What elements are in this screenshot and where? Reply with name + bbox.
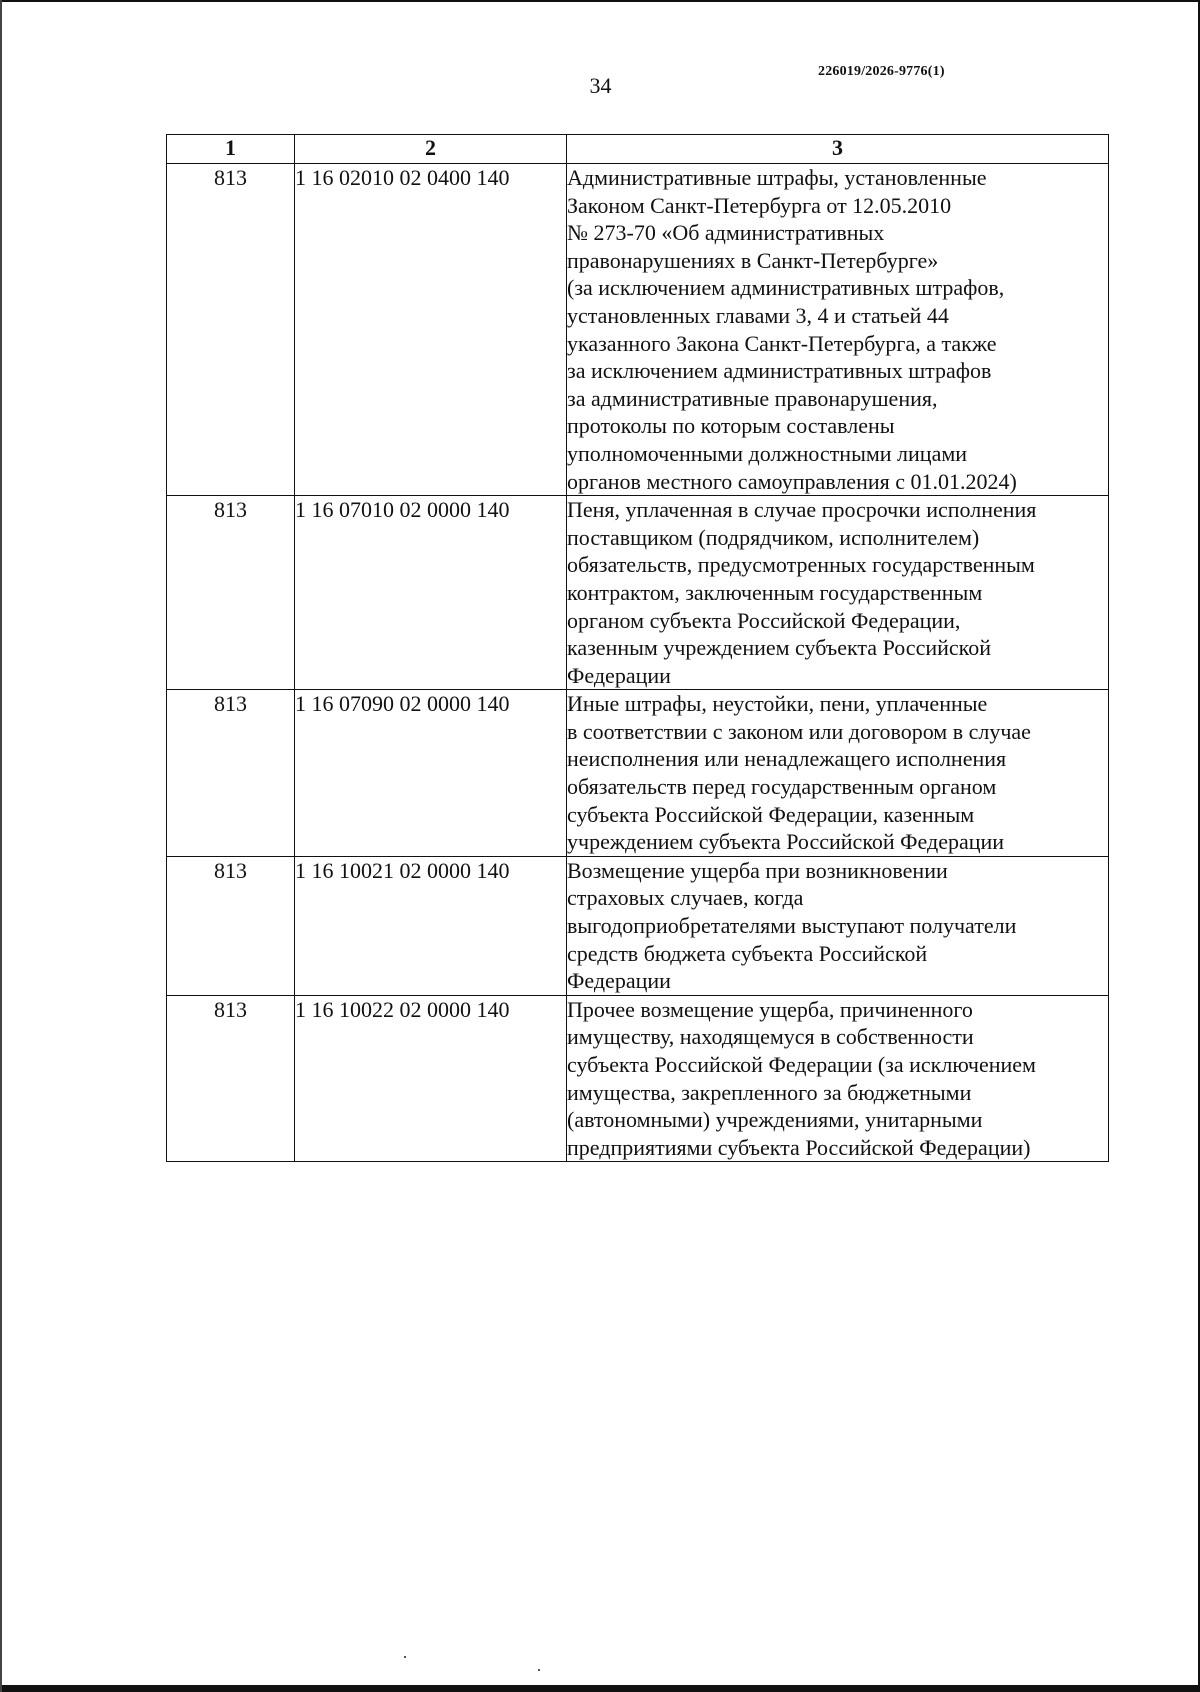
revenue-description-cell: Возмещение ущерба при возникновении страховых случаев, когда выгодоприобретателями выступают получатели средств бюджета субъекта Российской Федерации <box>567 856 1109 995</box>
administrator-code-cell: 813 <box>167 856 295 995</box>
scan-edge-top <box>0 0 1200 2</box>
scan-speck <box>404 1656 406 1658</box>
column-header-1: 1 <box>167 135 295 164</box>
budget-revenue-table <box>166 134 1109 1162</box>
revenue-code-cell: 1 16 07090 02 0000 140 <box>295 690 567 857</box>
scan-edge-left <box>0 0 2 1692</box>
revenue-code-cell: 1 16 02010 02 0400 140 <box>295 164 567 496</box>
column-header-2: 2 <box>295 135 567 164</box>
page-number: 34 <box>589 73 612 98</box>
revenue-description-cell: Прочее возмещение ущерба, причиненного имуществу, находящемуся в собственности субъекта Российской Федерации (за исключением имущества, закрепленного за бюджетными (автономными) учреждениями, унитарными предприятиями субъекта Российской Федерации) <box>567 995 1109 1162</box>
revenue-code-cell: 1 16 07010 02 0000 140 <box>295 496 567 690</box>
revenue-description-cell: Административные штрафы, установленные Законом Санкт-Петербурга от 12.05.2010 № 273-70 «Об административных правонарушениях в Санкт-Петербурге» (за исключением административных штрафов, установленных главами 3, 4 и статьей 44 указанного Закона Санкт-Петербурга, а также за исключением административных штрафов за административные правонарушения, протоколы по которым составлены уполномоченными должностными лицами органов местного самоуправления с 01.01.2024) <box>567 164 1109 496</box>
administrator-code-cell: 813 <box>167 995 295 1162</box>
table-row <box>167 856 1109 995</box>
table-row <box>167 995 1109 1162</box>
scan-edge-bottom <box>0 1685 1200 1692</box>
revenue-code-cell: 1 16 10021 02 0000 140 <box>295 856 567 995</box>
table-row <box>167 496 1109 690</box>
table-row <box>167 164 1109 496</box>
table-row <box>167 690 1109 857</box>
revenue-description-cell: Иные штрафы, неустойки, пени, уплаченные в соответствии с законом или договором в случае неисполнения или ненадлежащего исполнения обязательств перед государственным органом субъекта Российской Федерации, казенным учреждением субъекта Российской Федерации <box>567 690 1109 857</box>
revenue-description-cell: Пеня, уплаченная в случае просрочки исполнения поставщиком (подрядчиком, исполнителем) обязательств, предусмотренных государственным контрактом, заключенным государственным органом субъекта Российской Федерации, казенным учреждением субъекта Российской Федерации <box>567 496 1109 690</box>
document-registration-code: 226019/2026-9776(1) <box>818 64 945 79</box>
administrator-code-cell: 813 <box>167 496 295 690</box>
scan-speck <box>538 1669 540 1671</box>
column-header-3: 3 <box>567 135 1109 164</box>
table-header-row <box>167 135 1109 164</box>
administrator-code-cell: 813 <box>167 690 295 857</box>
revenue-code-cell: 1 16 10022 02 0000 140 <box>295 995 567 1162</box>
administrator-code-cell: 813 <box>167 164 295 496</box>
